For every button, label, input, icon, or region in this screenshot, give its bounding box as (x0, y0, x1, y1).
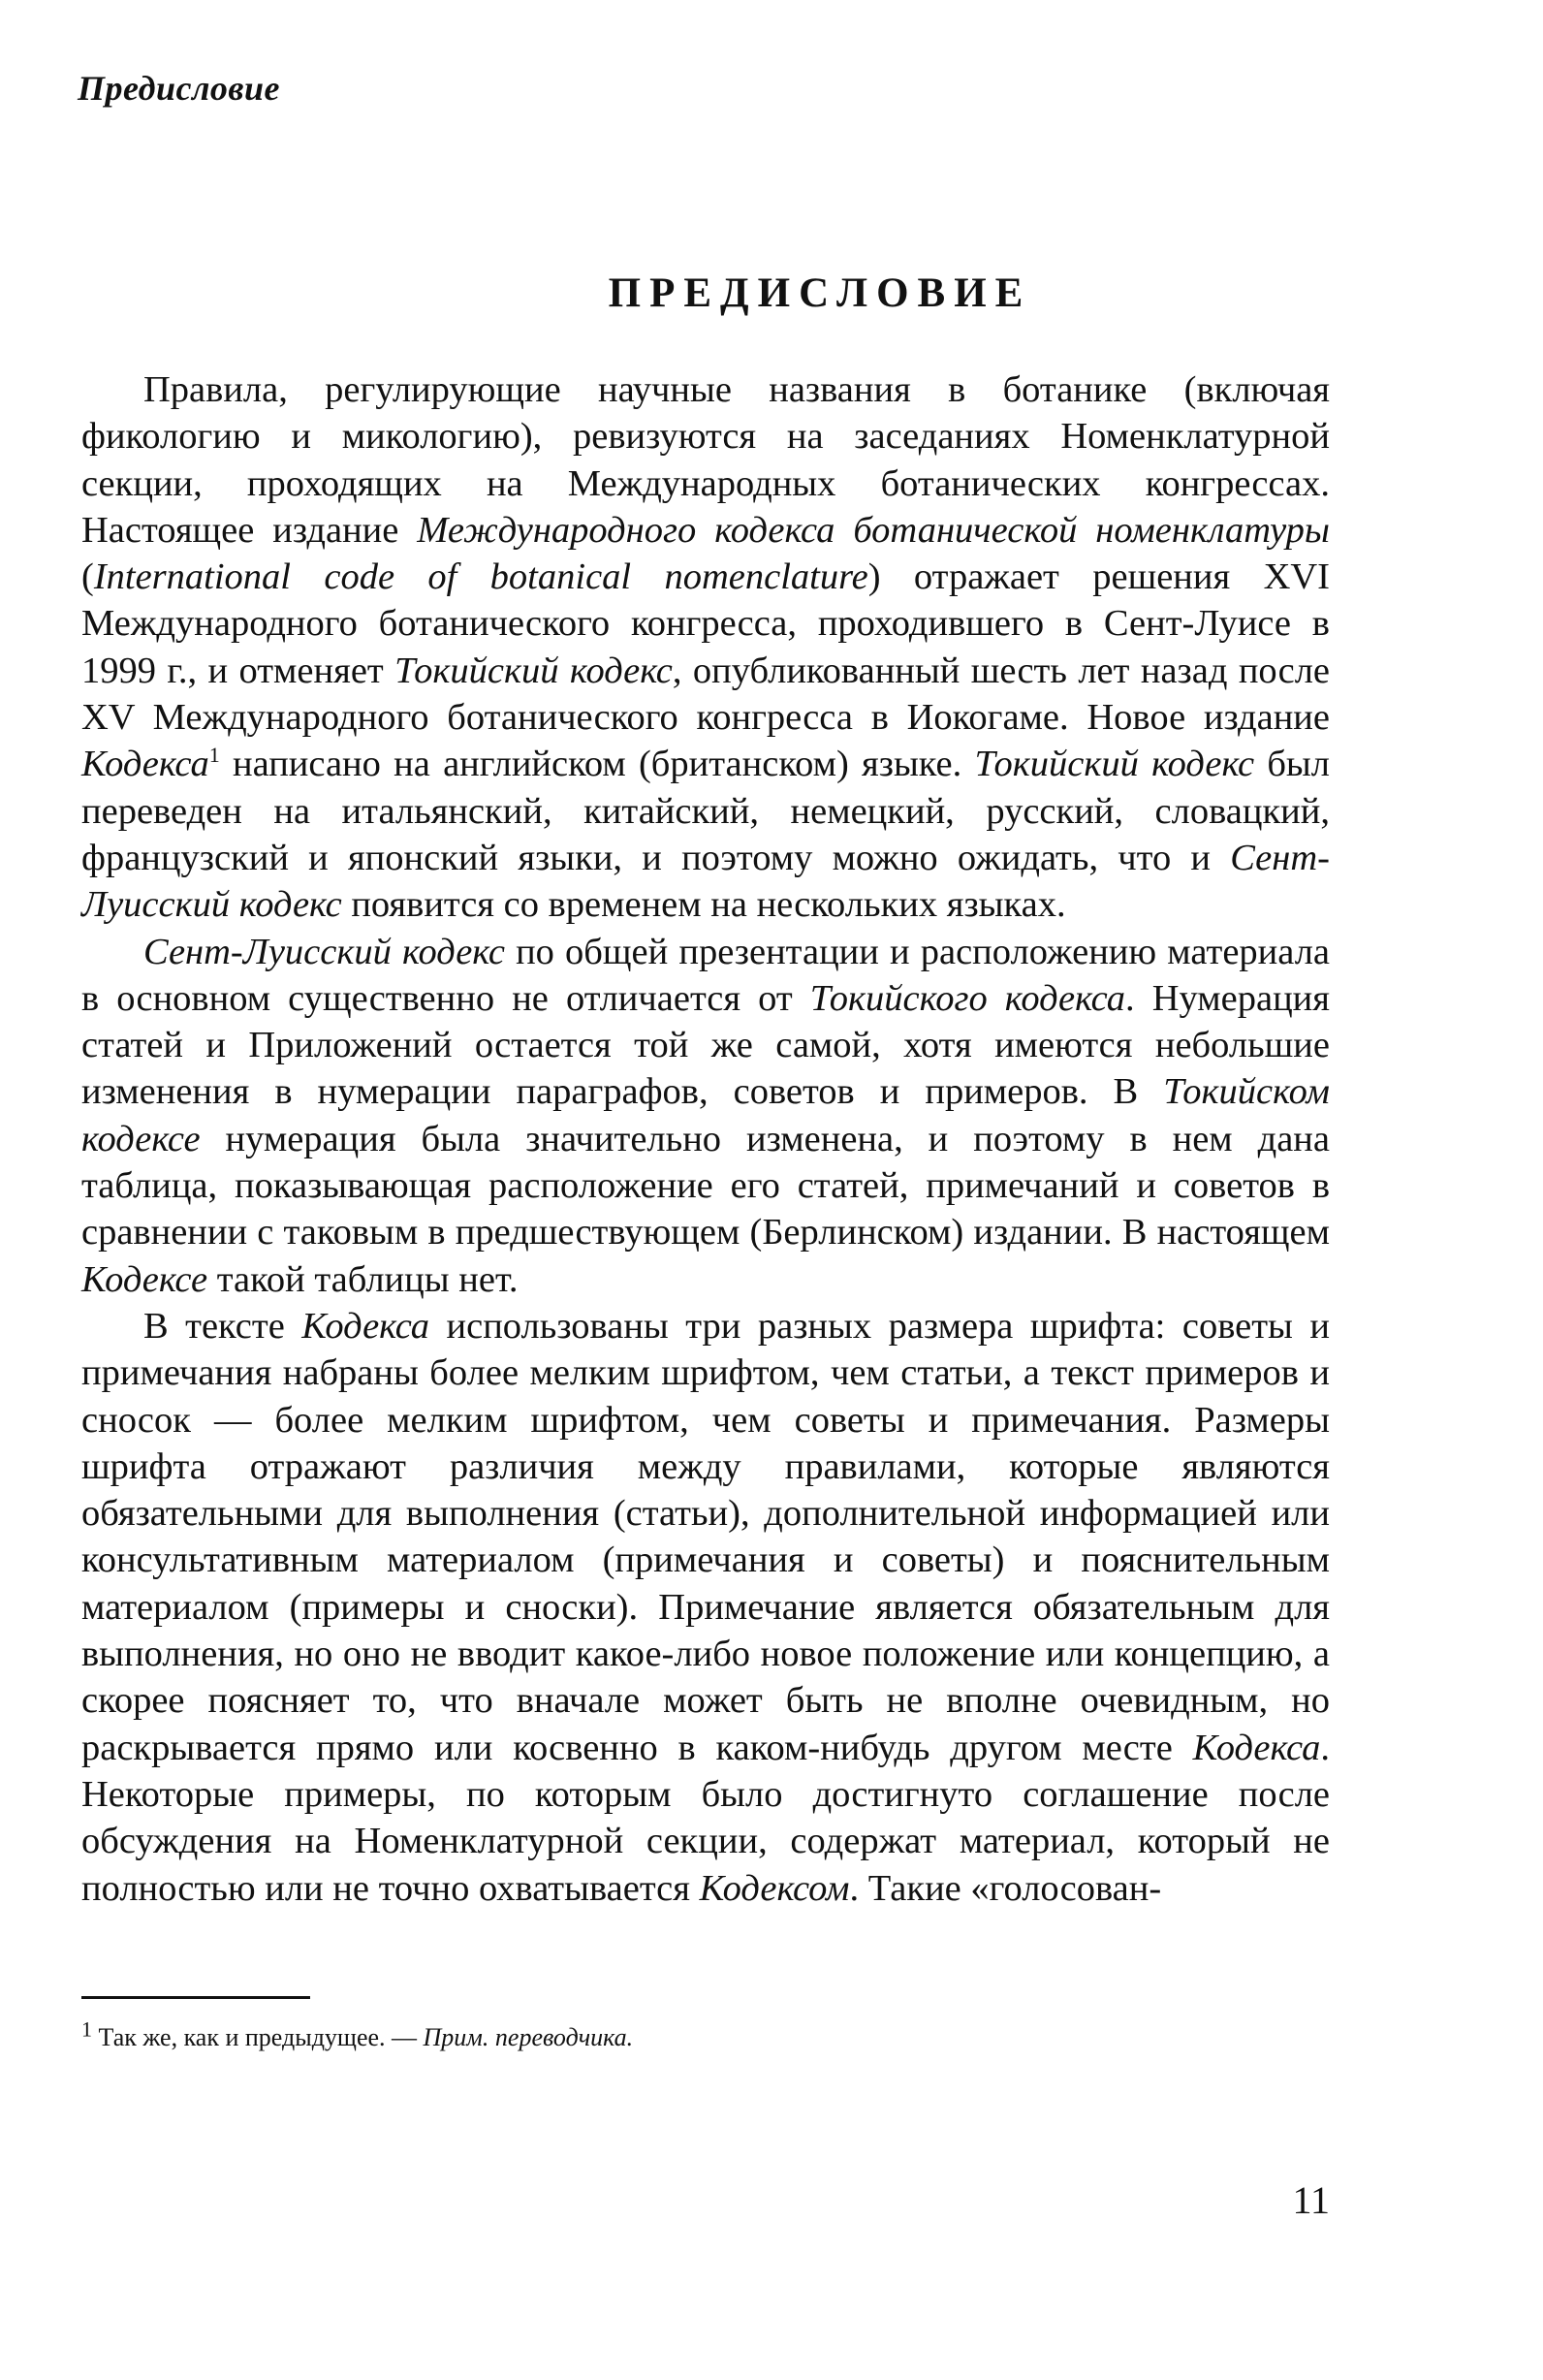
chapter-title: ПРЕДИСЛОВИЕ (608, 270, 1032, 316)
running-head: Предисловие (78, 69, 281, 108)
italic-run: International code of botanical nomenclature (93, 556, 868, 598)
footnote-attribution: Прим. переводчика. (423, 2023, 634, 2051)
italic-run: Кодексе (81, 1258, 208, 1300)
text-run: по общей презентации и расположению материала в основном существенно не отличается от (81, 931, 1330, 1019)
text-run: . Нумерация статей и Приложений остается той же самой, хотя имеются небольшие изменения в нумерации параграфов, советов и примеров. В (81, 977, 1330, 1113)
italic-run: Токийский кодекс (394, 650, 673, 691)
text-run: В тексте (143, 1305, 302, 1347)
footnote-divider (81, 1996, 310, 1999)
italic-run: Кодексом (699, 1867, 850, 1909)
footnote-reference: 1 (208, 743, 220, 768)
text-run: написано на английском (британском) языке. (219, 744, 975, 785)
text-run: . Такие «голосован- (849, 1867, 1162, 1909)
text-run: ) отражает решения XVI Международного ботанического конгресса, проходившего в Сент-Луисе в 1999 г., и отменяет (81, 556, 1330, 691)
paragraph (81, 366, 1330, 929)
paragraph (81, 1303, 1330, 1912)
body-text (81, 366, 1330, 1912)
italic-run: Сент-Луисский кодекс (143, 931, 505, 972)
text-run: был переведен на итальянский, китайский, немецкий, русский, словацкий, французский и японский языки, и поэтому можно ожидать, что и (81, 744, 1331, 878)
italic-run: Кодекса (81, 744, 209, 785)
text-run: Правила, регулирующие научные названия в ботанике (включая фикологию и микологию), ревизуются на заседаниях Номенклатурной секции, проходящих на Международных ботанических конгрессах. Настоящее издание (81, 369, 1330, 551)
text-run: появится со временем на нескольких языках. (341, 884, 1066, 926)
paragraph (81, 929, 1330, 1303)
italic-run: Токийский кодекс (974, 744, 1255, 785)
text-run: нумерация была значительно изменена, и поэтому в нем дана таблица, показывающая расположение его статей, примечаний и советов в сравнении с таковым в предшествующем (Берлинском) издании. В настоящем (81, 1118, 1330, 1253)
italic-run: Сент-Луисский кодекс (81, 837, 1330, 926)
text-run: ( (81, 556, 94, 598)
italic-run: Токийском кодексе (81, 1071, 1330, 1159)
footnote (81, 2016, 634, 2054)
text-run: , опубликованный шесть лет назад после XV Международного ботанического конгресса в Иокогаме. Новое издание (81, 650, 1331, 739)
footnote-text: Так же, как и предыдущее. — (92, 2023, 424, 2051)
text-run: использованы три разных размера шрифта: советы и примечания набраны более мелким шрифтом, чем статьи, а текст примеров и сносок — более мелким шрифтом, чем советы и примечания. Размеры шрифта отражают различия между правилами, которые являются обязательными для выполнения (статьи), дополнительной информацией или консультативным материалом (примечания и советы) и пояснительным материалом (примеры и сноски). Примечание является обязательным для выполнения, но оно не вводит какое-либо новое положение или концепцию, а скорее поясняет то, что вначале может быть не вполне очевидным, но раскрывается прямо или косвенно в каком-нибудь другом месте (81, 1305, 1330, 1768)
text-run: . Некоторые примеры, по которым было достигнуто соглашение после обсуждения на Номенклатурной секции, содержат материал, который не полностью или не точно охватывается (81, 1727, 1330, 1909)
italic-run: Кодекса (1192, 1727, 1321, 1768)
italic-run: Международного кодекса ботанической номенклатуры (417, 509, 1330, 551)
page-number: 11 (1292, 2178, 1330, 2222)
italic-run: Кодекса (301, 1305, 430, 1347)
text-run: такой таблицы нет. (207, 1258, 519, 1300)
footnote-mark: 1 (81, 2016, 92, 2042)
italic-run: Токийского кодекса (809, 977, 1126, 1019)
